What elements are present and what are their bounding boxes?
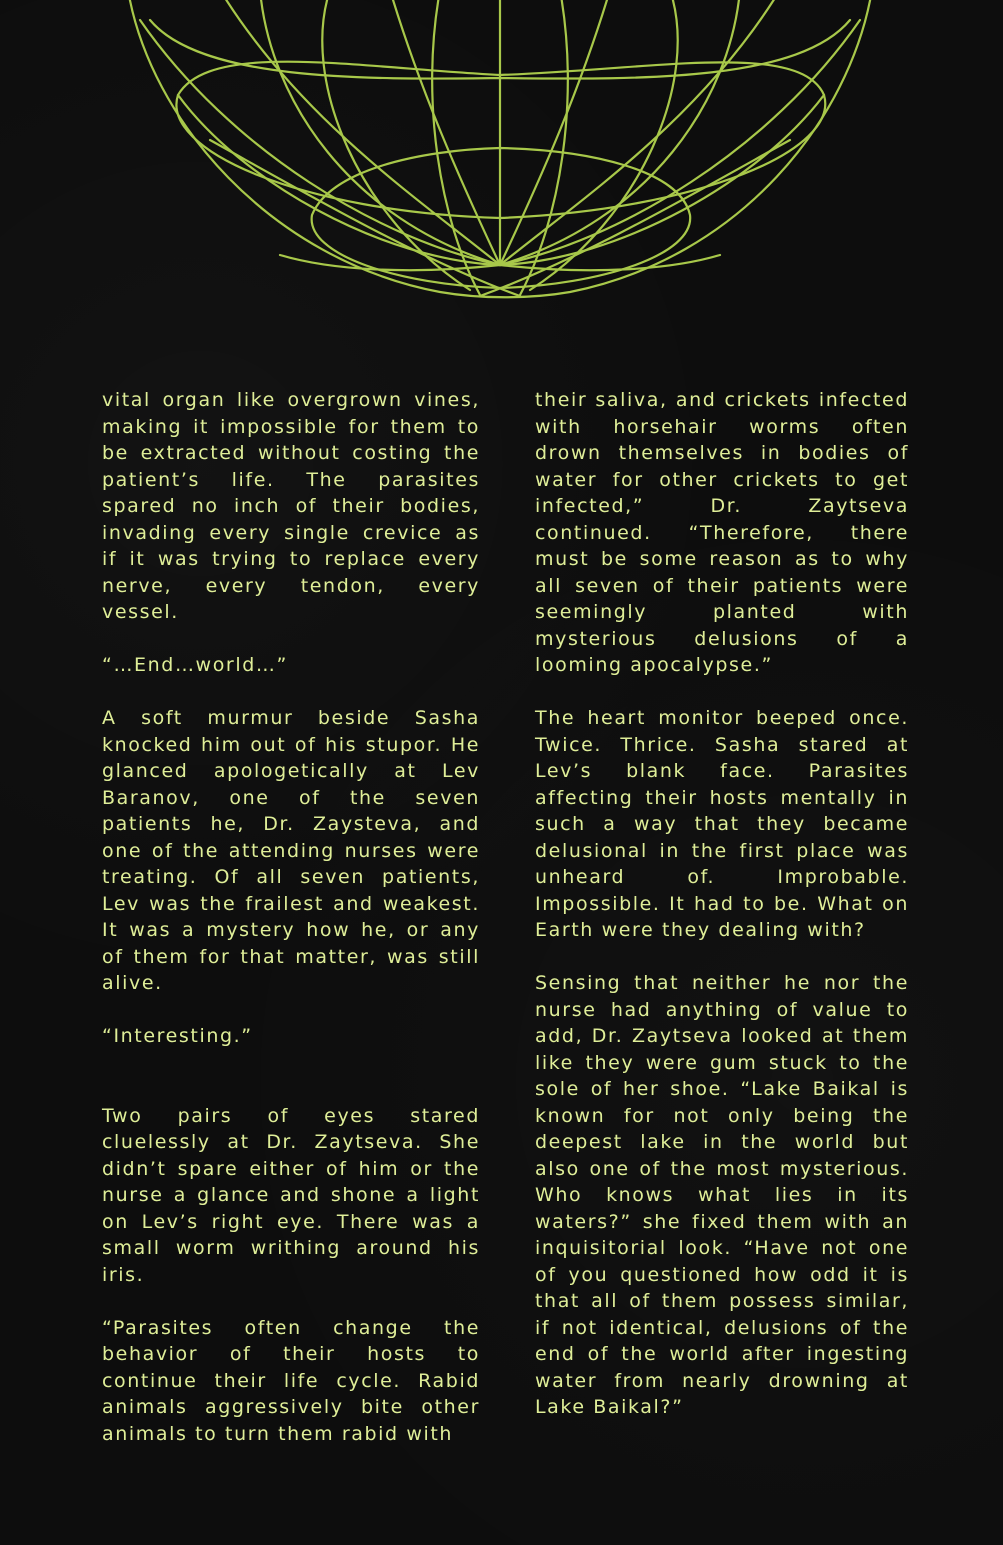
- paragraph: their saliva, and crickets infected with horsehair worms often drown themselves in bodies of water for other crickets to get infected,” Dr. Zaytseva continued. “Therefore, there must be some reason as to why all seven of their patients were seemingly planted with mysterious delusions of a looming apocalypse.”: [535, 389, 909, 676]
- paragraph: “Interesting.”: [102, 1025, 253, 1047]
- left-text-column: [102, 387, 480, 1474]
- paragraph: “Parasites often change the behavior of their hosts to continue their life cycle. Rabid animals aggressively bite other animals to turn them rabid with: [102, 1316, 480, 1445]
- paragraph: Sensing that neither he nor the nurse had anything of value to add, Dr. Zaytseva looked at them like they were gum stuck to the sole of her shoe. “Lake Baikal is known for not only being the deepest lake in the world but also one of the most mysterious. Who knows what lies in its waters?” she fixed them with an inquisitorial look. “Have not one of you questioned how odd it is that all of them possess similar, if not identical, delusions of the end of the world after ingesting water from nearly drowning at Lake Baikal?”: [535, 972, 909, 1418]
- paragraph: The heart monitor beeped once. Twice. Thrice. Sasha stared at Lev’s blank face. Parasites affecting their hosts mentally in such a way that they became delusional in the first place was unheard of. Improbable. Impossible. It had to be. What on Earth were they dealing with?: [535, 707, 909, 941]
- right-text-column: [535, 387, 909, 1447]
- paragraph: “…End…world…”: [102, 654, 288, 676]
- paragraph: A soft murmur beside Sasha knocked him out of his stupor. He glanced apologetically at Lev Baranov, one of the seven patients he, Dr. Zaysteva, and one of the attending nurses were treating. Of all seven patients, Lev was the frailest and weakest. It was a mystery how he, or any of them for that matter, was still alive.: [102, 707, 480, 994]
- paragraph: vital organ like overgrown vines, making it impossible for them to be extracted without costing the patient’s life. The parasites spared no inch of their bodies, invading every single crevice as if it was trying to replace every nerve, every tendon, every vessel.: [102, 389, 480, 623]
- wireframe-globe-icon: [0, 0, 1003, 320]
- paragraph: Two pairs of eyes stared cluelessly at Dr. Zaytseva. She didn’t spare either of him or the nurse a glance and shone a light on Lev’s right eye. There was a small worm writhing around his iris.: [102, 1104, 480, 1286]
